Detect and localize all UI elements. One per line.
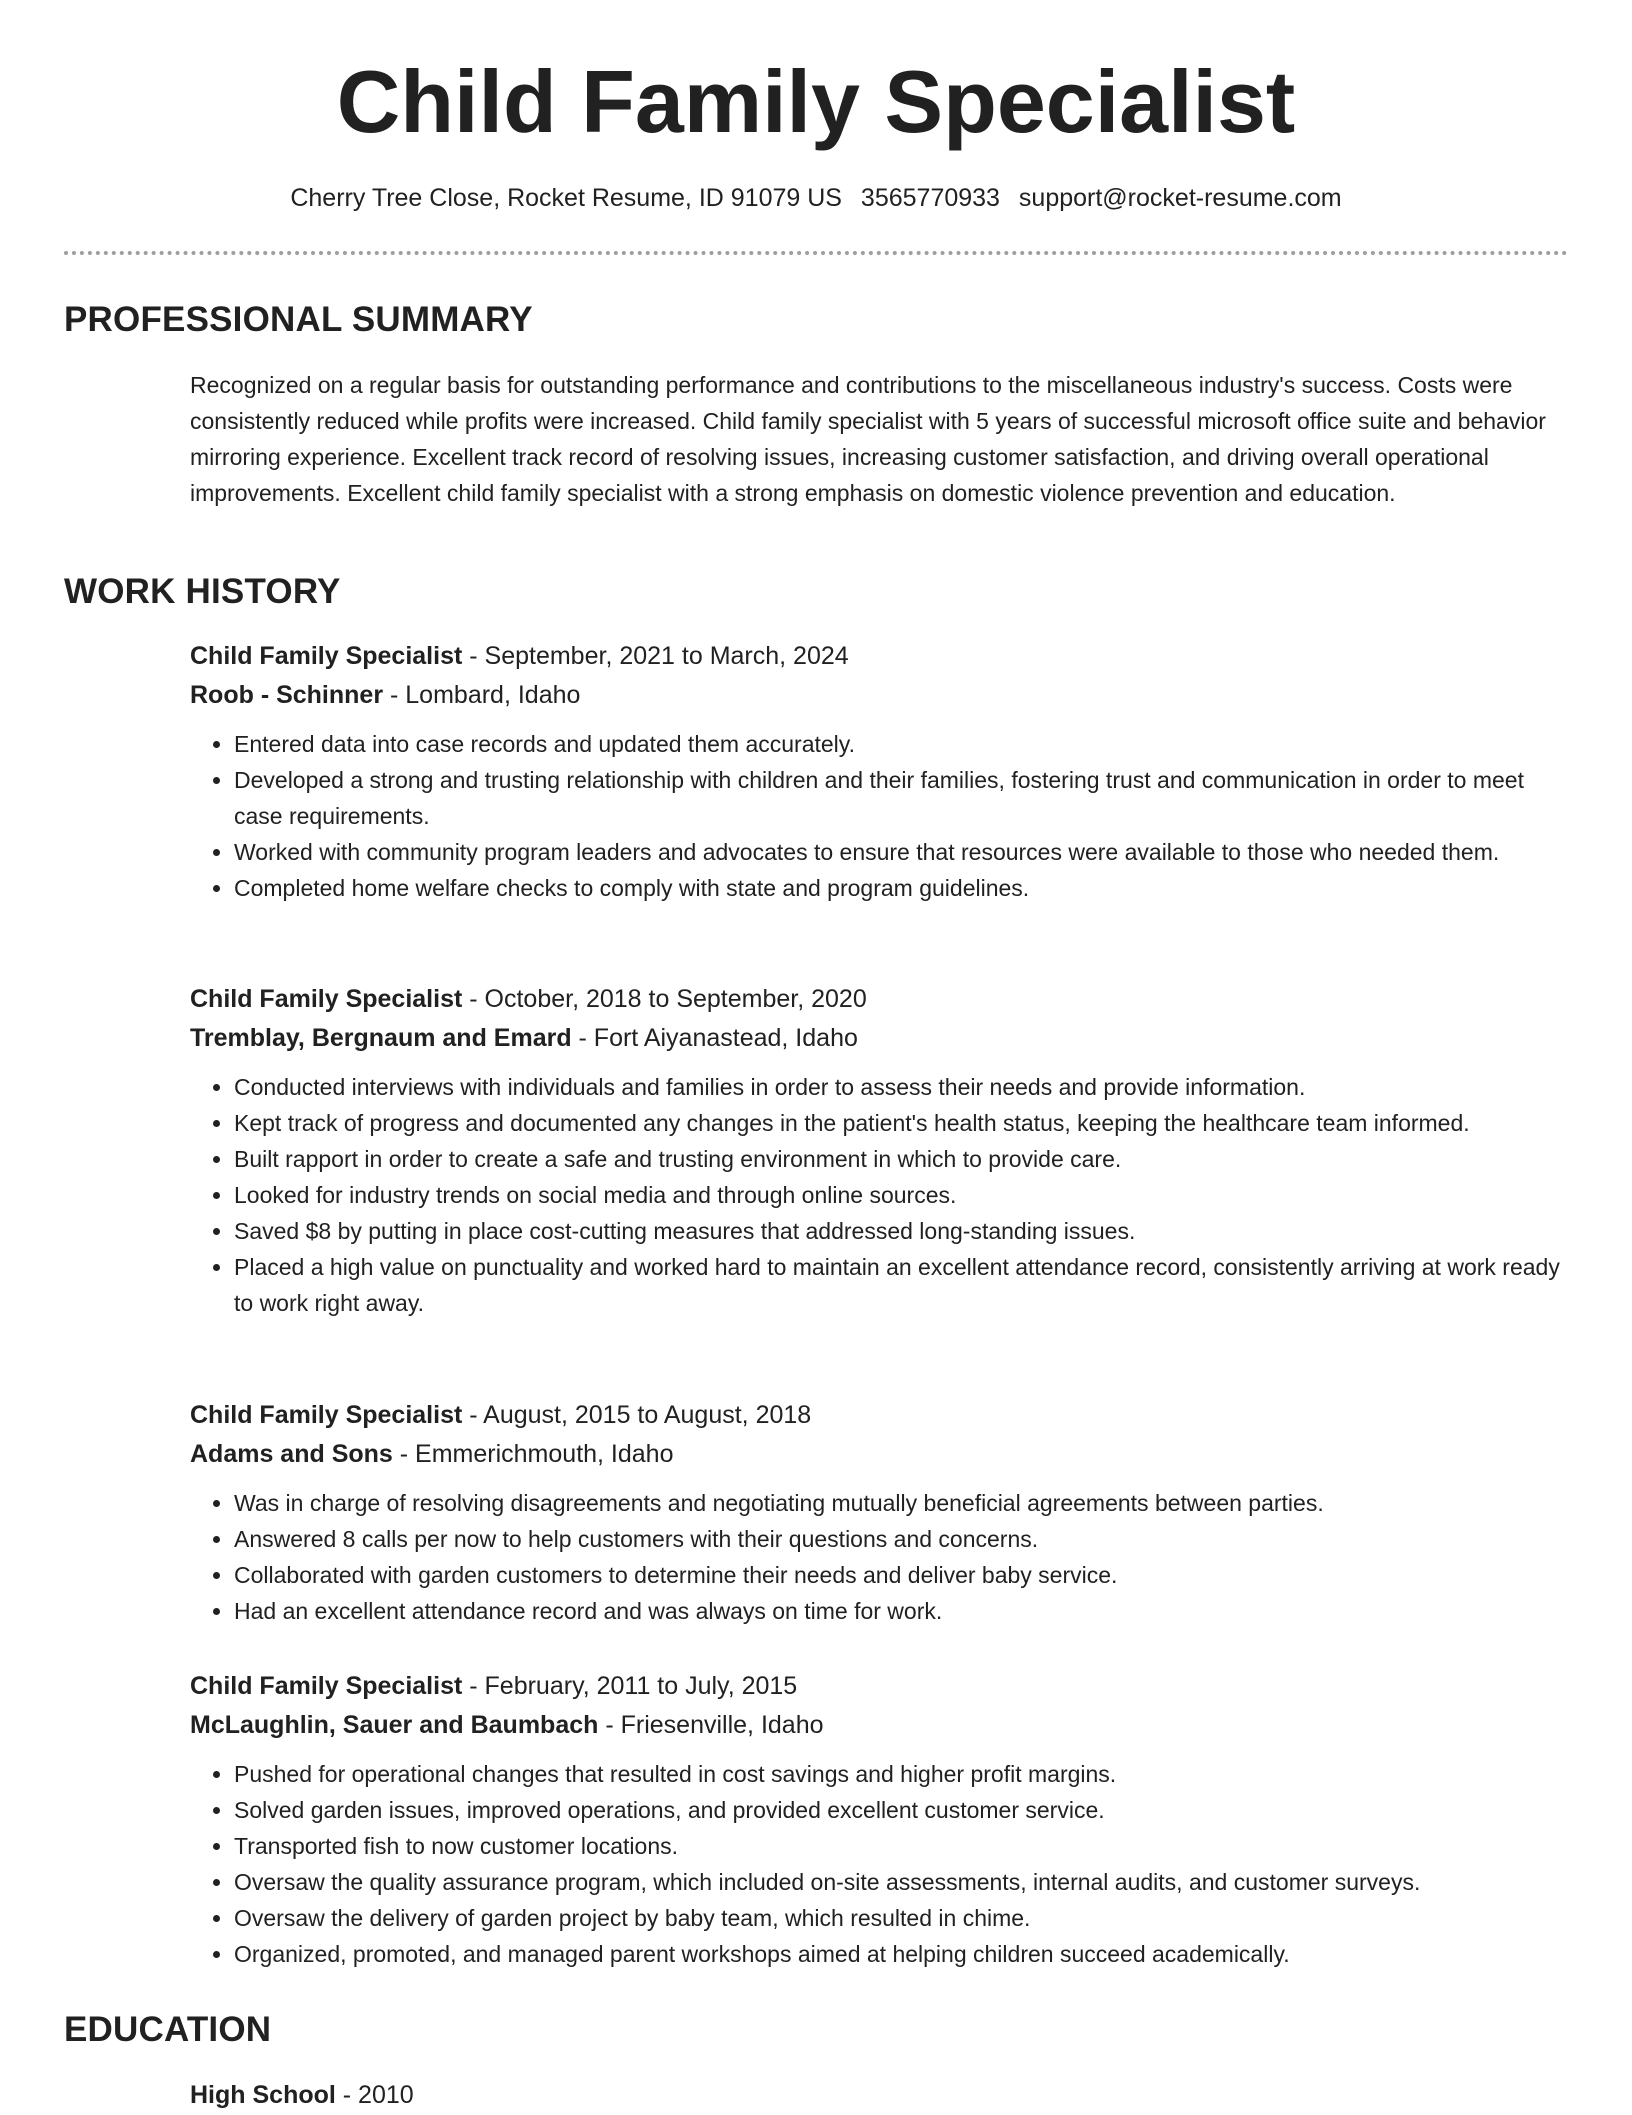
job-entry <box>190 1667 1576 1972</box>
job-entry <box>190 1396 1576 1629</box>
job-bullet: • Answered 8 calls per now to help customers with their questions and concerns. <box>234 1521 1576 1557</box>
job-bullet: • Conducted interviews with individuals and families in order to assess their needs and provide information. <box>234 1069 1576 1105</box>
contact-email: support@rocket-resume.com <box>1018 184 1342 212</box>
job-title-line <box>190 637 1576 676</box>
job-location: - Friesenville, Idaho <box>598 1711 824 1739</box>
education-degree: High School <box>190 2081 336 2109</box>
job-role: Child Family Specialist <box>190 985 463 1013</box>
education-entry <box>190 2076 414 2115</box>
summary-text: Recognized on a regular basis for outstanding performance and contributions to the miscellaneous industry's success. Costs were consistently reduced while profits were increased. Child family specialist with 5 years of successful microsoft office suite and behavior mirroring experience. Excellent track record of resolving issues, increasing customer satisfaction, and driving overall operational improvements. Excellent child family specialist with a strong emphasis on domestic violence prevention and education. <box>190 372 1546 506</box>
contact-phone: 3565770933 <box>860 184 1000 212</box>
job-location: - Emmerichmouth, Idaho <box>392 1440 674 1468</box>
job-title-line <box>190 1396 1576 1435</box>
job-entry <box>190 637 1576 906</box>
job-bullet: • Developed a strong and trusting relationship with children and their families, fostering trust and communication in order to meet case requirements. <box>234 762 1576 834</box>
job-company: Adams and Sons <box>190 1440 393 1468</box>
work-section-title: WORK HISTORY <box>64 572 341 611</box>
education-section-title: EDUCATION <box>64 2010 272 2049</box>
job-bullets <box>190 1485 1576 1629</box>
education-year: - 2010 <box>335 2081 414 2109</box>
header-divider <box>64 251 1568 255</box>
job-bullet: • Oversaw the delivery of garden project by baby team, which resulted in chime. <box>234 1900 1576 1936</box>
summary-section-title: PROFESSIONAL SUMMARY <box>64 300 533 339</box>
job-dates: - October, 2018 to September, 2020 <box>462 985 867 1013</box>
job-bullets <box>190 726 1576 906</box>
job-bullet: • Saved $8 by putting in place cost-cutting measures that addressed long-standing issues. <box>234 1213 1576 1249</box>
job-bullet: • Completed home welfare checks to comply with state and program guidelines. <box>234 870 1576 906</box>
job-bullet: • Worked with community program leaders and advocates to ensure that resources were available to those who needed them. <box>234 834 1576 870</box>
job-company: McLaughlin, Sauer and Baumbach <box>190 1711 599 1739</box>
job-company-line <box>190 1019 1576 1058</box>
job-title-line <box>190 980 1576 1019</box>
job-role: Child Family Specialist <box>190 1401 463 1429</box>
job-company-line <box>190 1435 1576 1474</box>
job-location: - Fort Aiyanastead, Idaho <box>571 1024 858 1052</box>
resume-name: Child Family Specialist <box>336 52 1296 151</box>
job-bullet: • Organized, promoted, and managed parent workshops aimed at helping children succeed academically. <box>234 1936 1576 1972</box>
contact-line <box>0 180 1632 216</box>
job-bullet: • Pushed for operational changes that resulted in cost savings and higher profit margins. <box>234 1756 1576 1792</box>
job-bullet: • Had an excellent attendance record and was always on time for work. <box>234 1593 1576 1629</box>
job-bullet: • Collaborated with garden customers to determine their needs and deliver baby service. <box>234 1557 1576 1593</box>
job-company-line <box>190 676 1576 715</box>
job-company: Tremblay, Bergnaum and Emard <box>190 1024 572 1052</box>
job-dates: - August, 2015 to August, 2018 <box>462 1401 812 1429</box>
job-role: Child Family Specialist <box>190 642 463 670</box>
job-bullet: • Entered data into case records and updated them accurately. <box>234 726 1576 762</box>
job-bullet: • Was in charge of resolving disagreements and negotiating mutually beneficial agreements between parties. <box>234 1485 1576 1521</box>
job-dates: - February, 2011 to July, 2015 <box>462 1672 798 1700</box>
job-bullet: • Placed a high value on punctuality and worked hard to maintain an excellent attendance record, consistently arriving at work ready to work right away. <box>234 1249 1576 1321</box>
job-bullet: • Kept track of progress and documented any changes in the patient's health status, keeping the healthcare team informed. <box>234 1105 1576 1141</box>
job-bullets <box>190 1069 1576 1321</box>
job-title-line <box>190 1667 1576 1706</box>
job-bullet: • Oversaw the quality assurance program, which included on-site assessments, internal audits, and customer surveys. <box>234 1864 1576 1900</box>
job-entry <box>190 980 1576 1321</box>
job-role: Child Family Specialist <box>190 1672 463 1700</box>
job-company-line <box>190 1706 1576 1745</box>
job-bullets <box>190 1756 1576 1972</box>
job-bullet: • Solved garden issues, improved operations, and provided excellent customer service. <box>234 1792 1576 1828</box>
job-dates: - September, 2021 to March, 2024 <box>462 642 849 670</box>
job-bullet: • Looked for industry trends on social media and through online sources. <box>234 1177 1576 1213</box>
job-company: Roob - Schinner <box>190 681 384 709</box>
contact-address: Cherry Tree Close, Rocket Resume, ID 91079 US <box>290 184 842 212</box>
job-bullet: • Built rapport in order to create a safe and trusting environment in which to provide care. <box>234 1141 1576 1177</box>
job-location: - Lombard, Idaho <box>383 681 581 709</box>
job-bullet: • Transported fish to now customer locations. <box>234 1828 1576 1864</box>
